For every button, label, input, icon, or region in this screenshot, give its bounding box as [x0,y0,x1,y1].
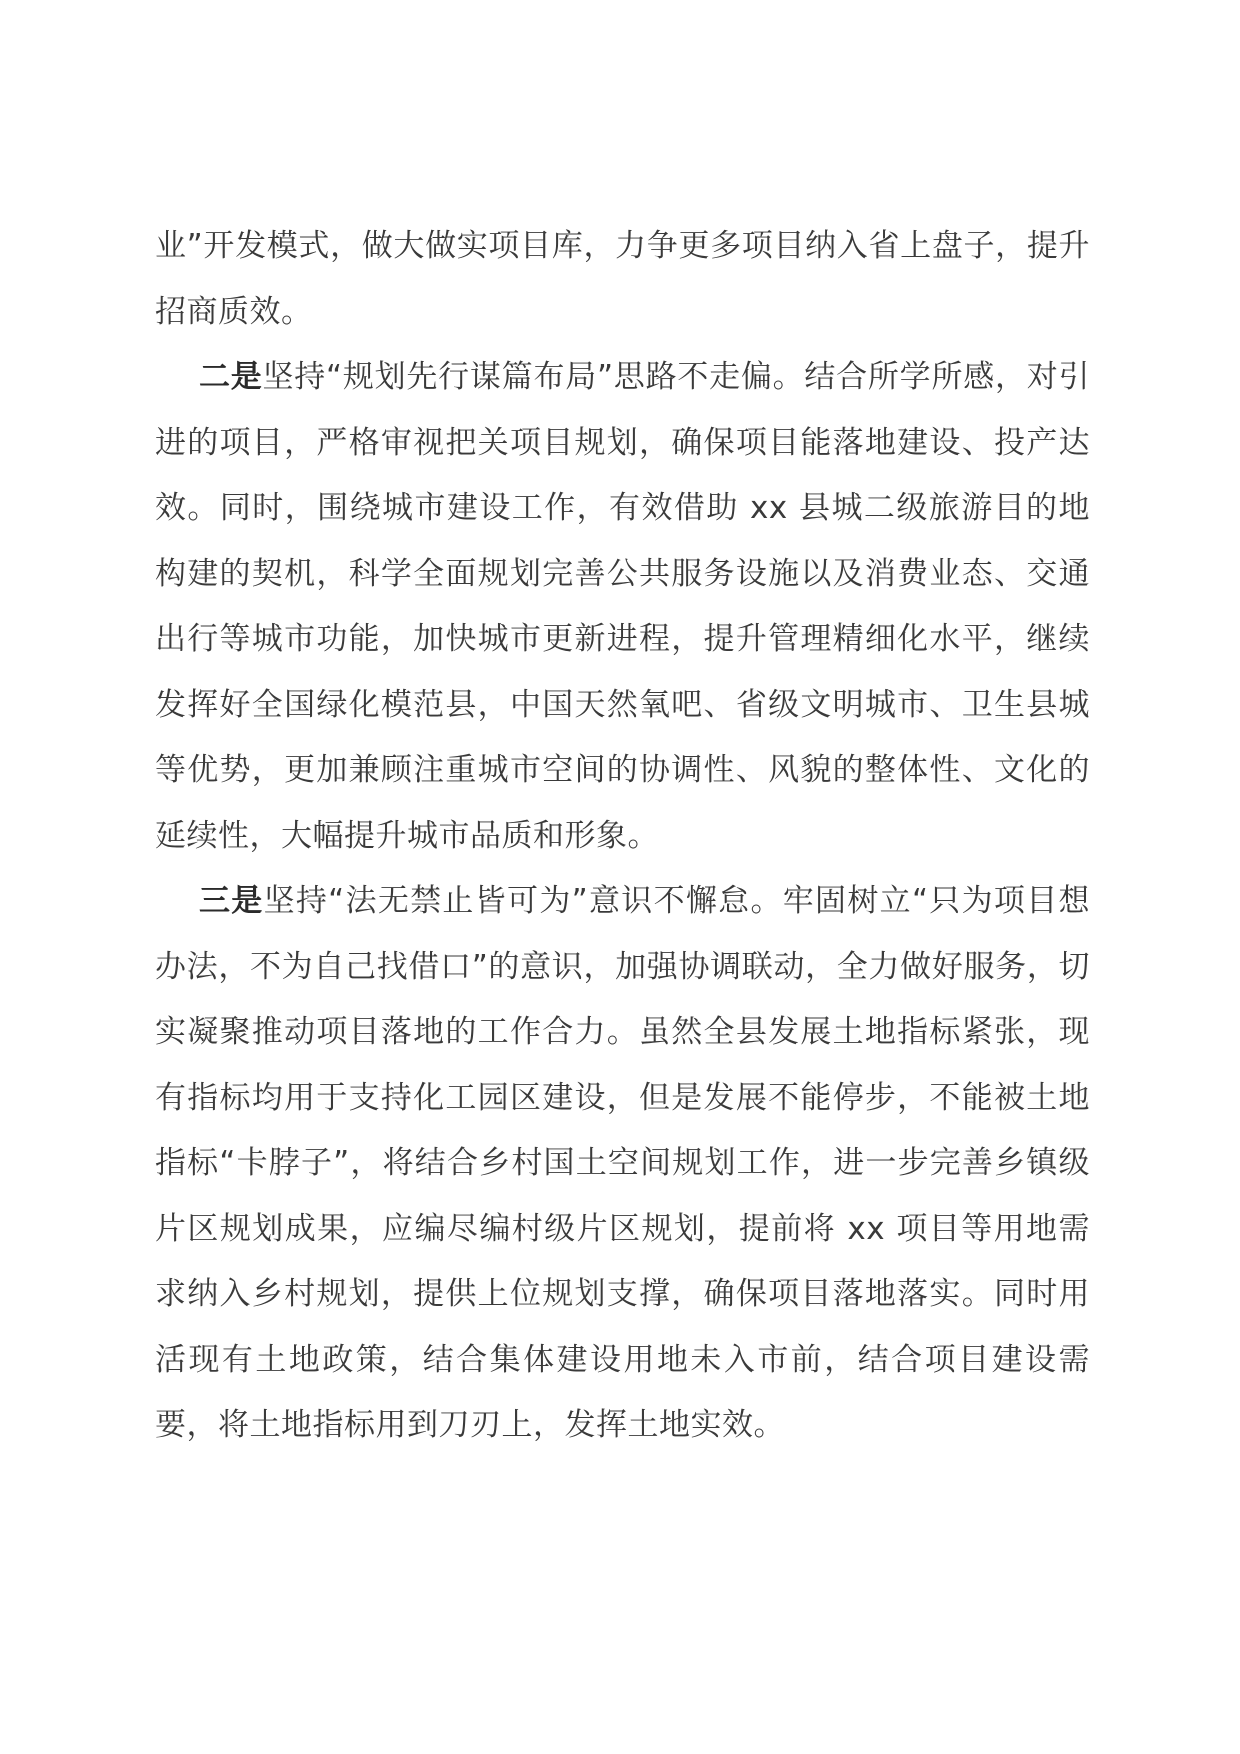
paragraph-text: 坚持“法无禁止皆可为”意识不懈怠。牢固树立“只为项目想办法，不为自己找借口”的意识，加强协调联动，全力做好服务，切实凝聚推动项目落地的工作合力。虽然全县发展土地指标紧张，现有指标均用于支持化工园区建设，但是发展不能停步，不能被土地指标“卡脖子”，将结合乡村国土空间规划工作，进一步完善乡镇级片区规划成果，应编尽编村级片区规划，提前将 xx 项目等用地需求纳入乡村规划，提供上位规划支撑，确保项目落地落实。同时用活现有土地政策，结合集体建设用地未入市前，结合项目建设需要，将土地指标用到刀刃上，发挥土地实效。 [155,883,1090,1443]
paragraph-second-point [155,345,1090,869]
paragraph-lead: 三是 [199,883,264,919]
paragraph-text: 业”开发模式，做大做实项目库，力争更多项目纳入省上盘子，提升招商质效。 [155,228,1090,330]
paragraph-lead: 二是 [199,359,263,395]
paragraph-text: 坚持“规划先行谋篇布局”思路不走偏。结合所学所感，对引进的项目，严格审视把关项目规划，确保项目能落地建设、投产达效。同时，围绕城市建设工作，有效借助 xx 县城二级旅游目的地构建的契机，科学全面规划完善公共服务设施以及消费业态、交通出行等城市功能，加快城市更新进程，提升管理精细化水平，继续发挥好全国绿化模范县，中国天然氧吧、省级文明城市、卫生县城等优势，更加兼顾注重城市空间的协调性、风貌的整体性、文化的延续性，大幅提升城市品质和形象。 [155,359,1090,854]
paragraph-continuation [155,214,1090,345]
paragraph-third-point [155,869,1090,1459]
document-body [155,214,1090,1459]
